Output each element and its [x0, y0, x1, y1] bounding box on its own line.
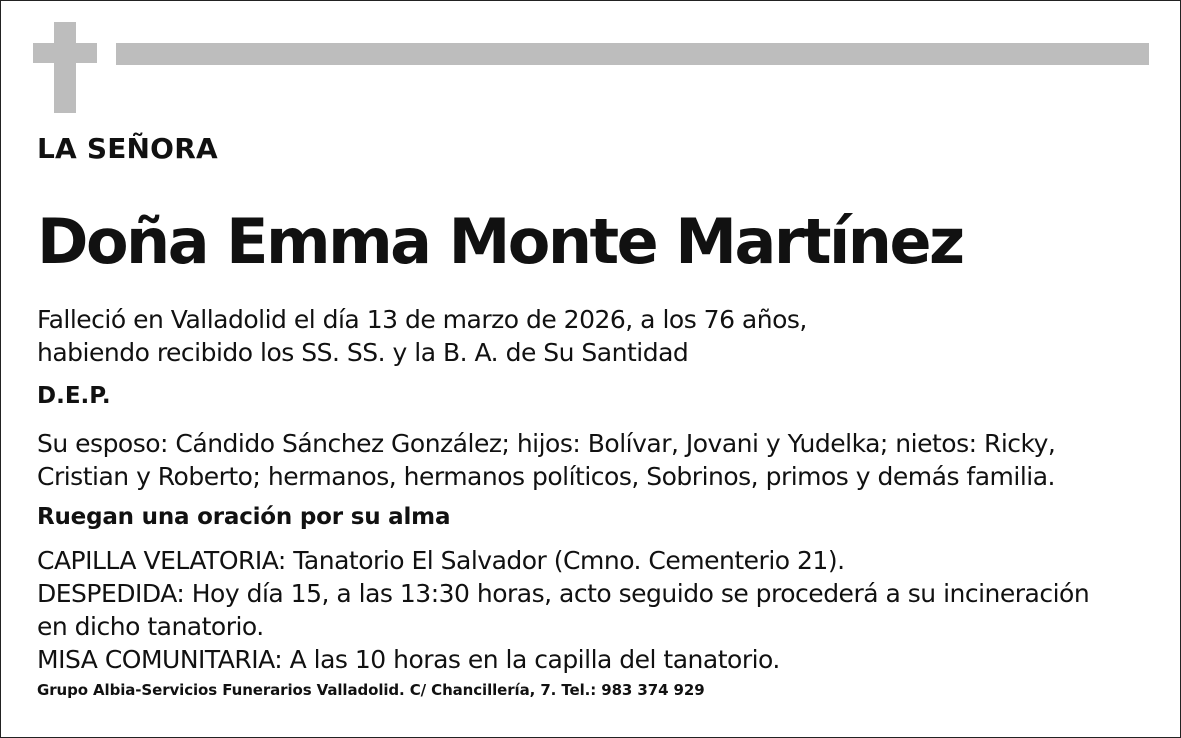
- death-line: habiendo recibido los SS. SS. y la B. A. de Su Santidad: [37, 338, 689, 367]
- death-details: [37, 303, 807, 369]
- funeral-home-footer: Grupo Albia-Servicios Funerarios Valladolid. C/ Chancillería, 7. Tel.: 983 374 929: [37, 681, 705, 699]
- header-rule: [116, 43, 1149, 65]
- service-details: [37, 544, 1089, 676]
- cross-icon-horizontal-bar: [33, 43, 97, 63]
- service-line: en dicho tanatorio.: [37, 612, 264, 641]
- prayer-request: Ruegan una oración por su alma: [37, 504, 451, 530]
- service-line: DESPEDIDA: Hoy día 15, a las 13:30 horas, acto seguido se procederá a su incineración: [37, 579, 1090, 608]
- family-line: Cristian y Roberto; hermanos, hermanos políticos, Sobrinos, primos y demás familia.: [37, 462, 1055, 491]
- dep-label: D.E.P.: [37, 383, 111, 409]
- honorific: LA SEÑORA: [37, 132, 218, 165]
- family-line: Su esposo: Cándido Sánchez González; hijos: Bolívar, Jovani y Yudelka; nietos: Ricky,: [37, 429, 1056, 458]
- deceased-name: Doña Emma Monte Martínez: [37, 205, 963, 278]
- service-line: MISA COMUNITARIA: A las 10 horas en la capilla del tanatorio.: [37, 645, 780, 674]
- cross-icon-vertical-bar: [54, 22, 76, 113]
- family-list: [37, 427, 1055, 493]
- service-line: CAPILLA VELATORIA: Tanatorio El Salvador (Cmno. Cementerio 21).: [37, 546, 845, 575]
- death-line: Falleció en Valladolid el día 13 de marzo de 2026, a los 76 años,: [37, 305, 807, 334]
